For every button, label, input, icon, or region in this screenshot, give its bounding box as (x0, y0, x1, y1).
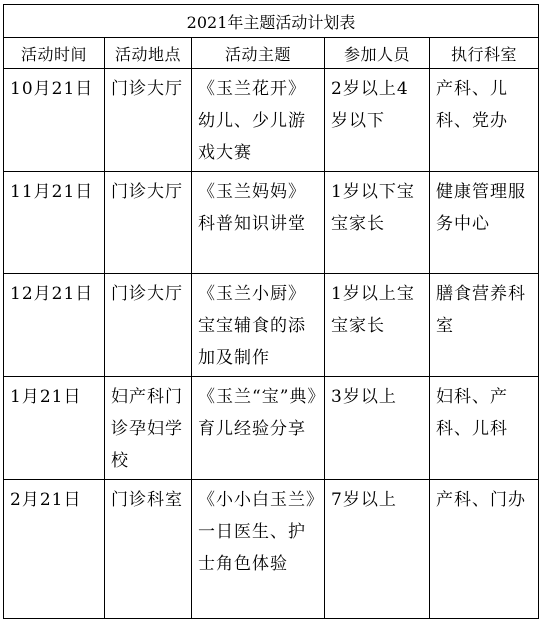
cell-time: 11月21日 (4, 172, 105, 274)
header-theme: 活动主题 (192, 38, 325, 69)
cell-people: 7岁以上 (325, 480, 430, 619)
cell-dept: 妇科、产科、儿科 (430, 377, 539, 480)
cell-theme: 《玉兰花开》幼儿、少儿游戏大赛 (192, 69, 325, 172)
cell-place: 门诊大厅 (105, 69, 192, 172)
cell-dept: 产科、门办 (430, 480, 539, 619)
cell-place: 门诊科室 (105, 480, 192, 619)
cell-people: 3岁以上 (325, 377, 430, 480)
header-people: 参加人员 (325, 38, 430, 69)
table-row (4, 69, 539, 172)
cell-theme: 《玉兰妈妈》科普知识讲堂 (192, 172, 325, 274)
table-row (4, 377, 539, 480)
table-row (4, 480, 539, 619)
cell-time: 10月21日 (4, 69, 105, 172)
cell-theme: 《玉兰“宝”典》育儿经验分享 (192, 377, 325, 480)
cell-theme: 《小小白玉兰》一日医生、护士角色体验 (192, 480, 325, 619)
table-row (4, 172, 539, 274)
cell-place: 门诊大厅 (105, 172, 192, 274)
cell-people: 1岁以下宝宝家长 (325, 172, 430, 274)
cell-place: 妇产科门诊孕妇学校 (105, 377, 192, 480)
cell-time: 12月21日 (4, 274, 105, 377)
activity-plan-table (3, 4, 539, 619)
header-time: 活动时间 (4, 38, 105, 69)
cell-time: 2月21日 (4, 480, 105, 619)
cell-dept: 产科、儿科、党办 (430, 69, 539, 172)
table-row (4, 274, 539, 377)
cell-theme: 《玉兰小厨》宝宝辅食的添加及制作 (192, 274, 325, 377)
cell-people: 2岁以上4岁以下 (325, 69, 430, 172)
cell-time: 1月21日 (4, 377, 105, 480)
table-header-row (4, 38, 539, 69)
cell-place: 门诊大厅 (105, 274, 192, 377)
table-title: 2021年主题活动计划表 (4, 5, 539, 38)
header-place: 活动地点 (105, 38, 192, 69)
header-dept: 执行科室 (430, 38, 539, 69)
cell-dept: 膳食营养科室 (430, 274, 539, 377)
cell-dept: 健康管理服务中心 (430, 172, 539, 274)
cell-people: 1岁以上宝宝家长 (325, 274, 430, 377)
table-title-row (4, 5, 539, 38)
